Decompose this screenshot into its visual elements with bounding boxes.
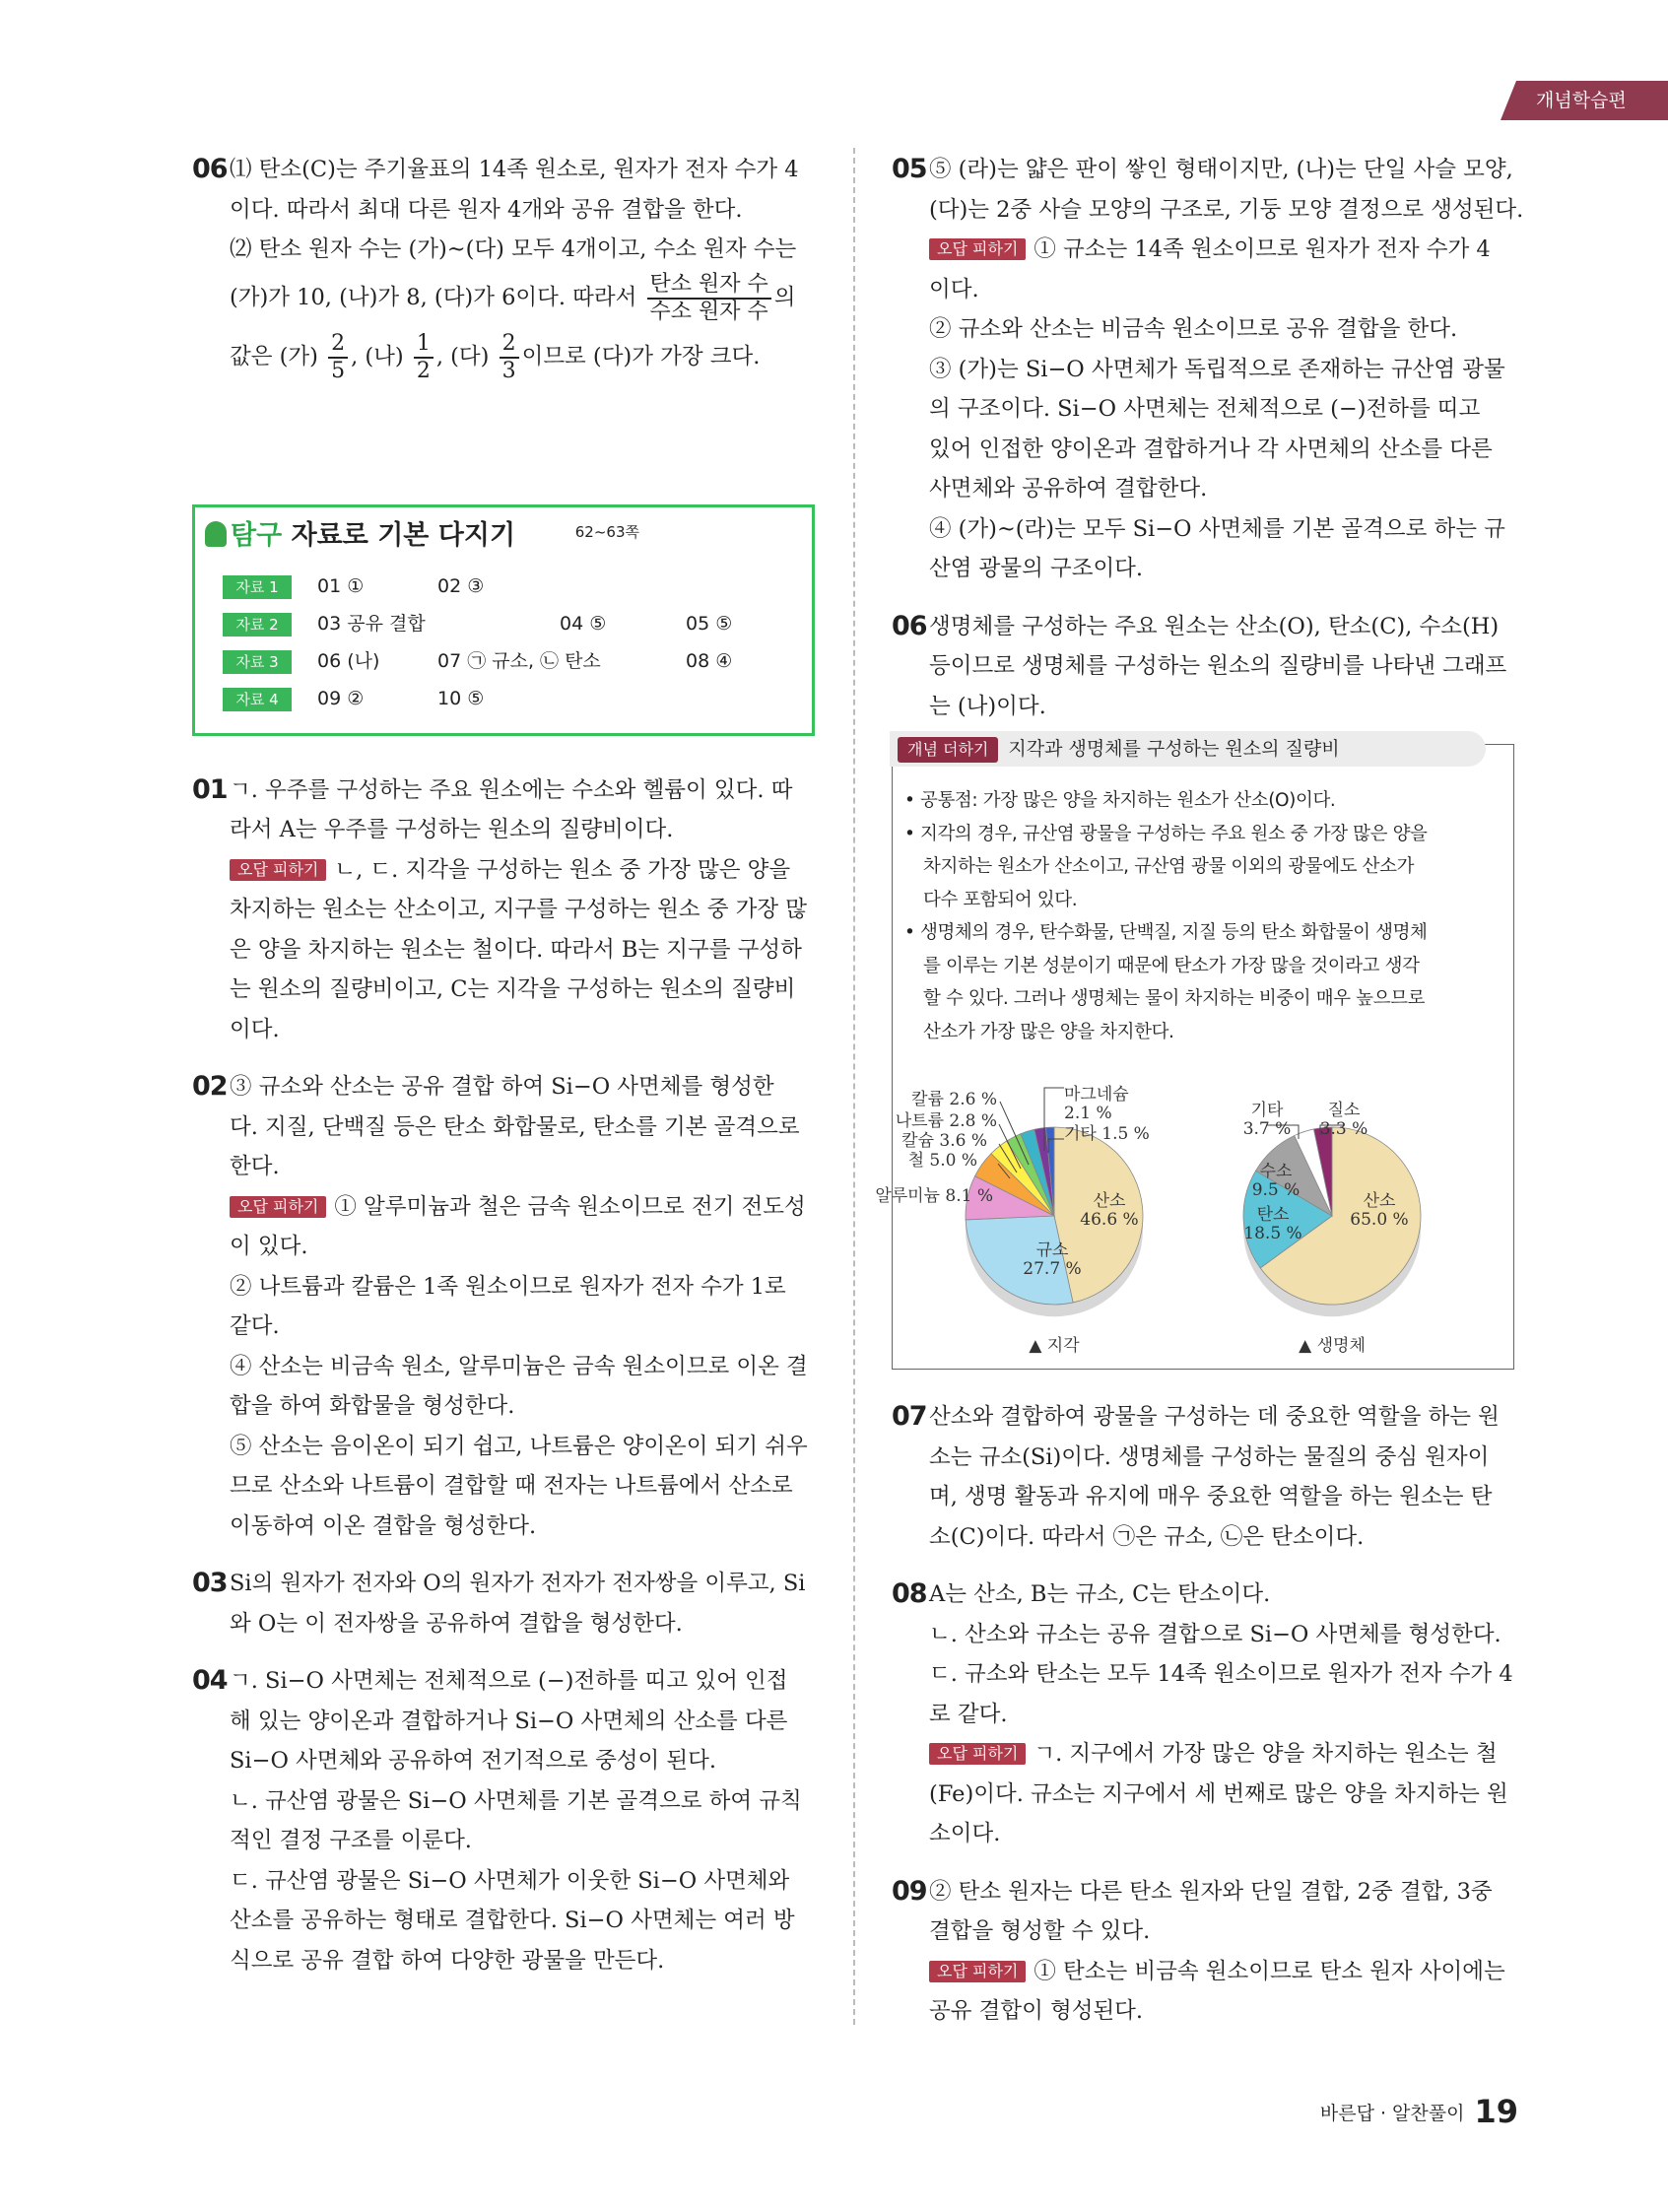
concept-plus-body (904, 784, 1500, 1048)
text-line: 사면체와 공유하여 결합한다. (929, 476, 1208, 502)
text-line: ⑤ 산소는 음이온이 되기 쉽고, 나트륨은 양이온이 되기 쉬우 (230, 1433, 808, 1459)
text-segment: 의 (773, 284, 796, 310)
text-line: 차지하는 원소는 산소이고, 지구를 구성하는 원소 중 가장 많 (230, 897, 808, 922)
text-line: 이다. (230, 1016, 280, 1042)
left-column (192, 150, 815, 1998)
text-line: ㄴ. 산소와 규소는 공유 결합으로 Si−O 사면체를 형성한다. (929, 1621, 1501, 1647)
slice-label: 질소 (1327, 1101, 1361, 1120)
answer-09 (892, 1872, 1514, 2032)
slice-label: 18.5 % (1243, 1224, 1302, 1243)
text-line: 와 O는 이 전자쌍을 공유하여 결합을 형성한다. (230, 1610, 683, 1637)
text-line: ㄷ. 규소와 탄소는 모두 14족 원소이므로 원자가 전자 수가 4 (929, 1661, 1513, 1687)
slice-label: 칼슘 3.6 % (901, 1131, 987, 1151)
text-segment: ① 규소는 14족 원소이므로 원자가 전자 수가 4 (1034, 236, 1491, 262)
slice-label: 46.6 % (1080, 1210, 1139, 1230)
explore-answer: 05 ⑤ (686, 612, 733, 635)
text-line (230, 270, 815, 325)
slice-label: 알루미늄 8.1 % (875, 1186, 993, 1206)
data-label: 자료 2 (223, 613, 292, 637)
fraction (500, 331, 519, 384)
text-line: 는 원소의 질량비이고, C는 지각을 구성하는 원소의 질량비 (230, 976, 796, 1002)
footer-text: 바른답 · 알찬풀이 (1319, 2103, 1465, 2124)
wrong-answer-tag: 오답 피하기 (929, 1961, 1026, 1982)
text-line: 소이다. (929, 1821, 1001, 1846)
text-line: ③ (가)는 Si−O 사면체가 독립적으로 존재하는 규산염 광물 (929, 356, 1505, 382)
text-segment: ① 탄소는 비금속 원소이므로 탄소 원자 사이에는 (1034, 1958, 1505, 1984)
answer-02 (192, 1067, 815, 1546)
question-number: 05 (892, 154, 927, 184)
explore-answer: 03 공유 결합 (317, 612, 426, 635)
text-line: ④ (가)~(라)는 모두 Si−O 사면체를 기본 골격으로 하는 규 (929, 515, 1505, 542)
text-line: ㄱ. 우주를 구성하는 주요 원소에는 수소와 헬륨이 있다. 따 (230, 776, 793, 803)
fraction (647, 272, 771, 325)
text-line (929, 1952, 1514, 1992)
question-number: 07 (892, 1401, 927, 1432)
text-line: ⑤ (라)는 얇은 판이 쌓인 형태이지만, (나)는 단일 사슬 모양, (929, 157, 1513, 182)
slice-label: 규소 (1035, 1240, 1069, 1260)
text-line: 있어 인접한 양이온과 결합하거나 각 사면체의 산소를 다른 (929, 436, 1493, 462)
question-number: 04 (192, 1665, 228, 1696)
text-line: 소(C)이다. 따라서 ㉠은 규소, ㉡은 탄소이다. (929, 1523, 1365, 1550)
bullet-line: 차지하는 원소가 산소이고, 규산염 광물 이외의 광물에도 산소가 (923, 856, 1415, 877)
text-line (929, 230, 1514, 270)
text-line (929, 1734, 1514, 1775)
text-segment: ㄱ. 지구에서 가장 많은 양을 차지하는 원소는 철 (1034, 1741, 1498, 1767)
text-line: ③ 규소와 산소는 공유 결합 하여 Si−O 사면체를 형성한 (230, 1074, 774, 1100)
explore-answer: 10 ⑤ (437, 687, 485, 709)
fraction-denominator: 2 (416, 358, 431, 383)
text-segment: 값은 (가) (230, 343, 326, 369)
answer-08 (892, 1575, 1514, 1854)
data-label: 자료 1 (223, 575, 292, 599)
text-line: 한다. (230, 1154, 280, 1179)
element-pie-charts (875, 1070, 1498, 1356)
text-line: 이다. 따라서 최대 다른 원자 4개와 공유 결합을 한다. (230, 196, 743, 223)
text-line: 결합을 형성할 수 있다. (929, 1918, 1151, 1944)
bullet-line: 다수 포함되어 있다. (923, 889, 1078, 910)
fraction-denominator: 5 (331, 358, 346, 383)
text-line: 이다. (929, 276, 979, 302)
text-line (230, 850, 815, 891)
explore-answer: 01 ① (317, 574, 365, 597)
slice-label: 탄소 (1256, 1205, 1290, 1225)
section-tab: 개념학습편 (1501, 81, 1668, 120)
text-line: 산염 광물의 구조이다. (929, 556, 1144, 581)
slice-label: 철 5.0 % (907, 1151, 977, 1171)
explore-answer: 09 ② (317, 687, 365, 709)
fraction-denominator: 수소 원자 수 (649, 299, 768, 324)
text-line: A는 산소, B는 규소, C는 탄소이다. (929, 1581, 1271, 1607)
answer-05 (892, 150, 1524, 589)
lightbulb-icon (205, 521, 227, 547)
concept-plus-box (875, 738, 1514, 1370)
text-line: 은 양을 차지하는 원소는 철이다. 따라서 B는 지구를 구성하 (230, 936, 802, 963)
text-line: Si의 원자가 전자와 O의 원자가 전자가 전자쌍을 이루고, Si (230, 1571, 806, 1596)
explore-answer-box (192, 504, 815, 736)
text-segment: (가)가 10, (나)가 8, (다)가 6이다. 따라서 (230, 284, 644, 310)
bullet-line: • 지각의 경우, 규산염 광물을 구성하는 주요 원소 중 가장 많은 양을 (904, 823, 1428, 844)
explore-page-range: 62~63쪽 (574, 522, 639, 541)
slice-label: 9.5 % (1251, 1180, 1301, 1200)
page-number: 19 (1474, 2093, 1518, 2130)
slice-label: 산소 (1093, 1191, 1126, 1211)
question-number: 09 (892, 1875, 927, 1907)
text-line: Si−O 사면체와 공유하여 전기적으로 중성이 된다. (230, 1748, 717, 1774)
answer-06-left (192, 150, 815, 388)
right-column (875, 150, 1524, 2049)
bullet-line: 산소가 가장 많은 양을 차지한다. (923, 1021, 1174, 1042)
text-line: ㄴ. 규산염 광물은 Si−O 사면체를 기본 골격으로 하여 규칙 (230, 1787, 802, 1814)
text-line (230, 325, 815, 388)
text-line: 라서 A는 우주를 구성하는 원소의 질량비이다. (230, 817, 674, 842)
text-line: 해 있는 양이온과 결합하거나 Si−O 사면체의 산소를 다른 (230, 1708, 788, 1734)
wrong-answer-tag: 오답 피하기 (230, 859, 326, 881)
text-line: 산소와 결합하여 광물을 구성하는 데 중요한 역할을 하는 원 (929, 1404, 1500, 1430)
text-line: 적인 결정 구조를 이룬다. (230, 1828, 472, 1853)
slice-label: 기타 1.5 % (1064, 1124, 1150, 1144)
question-number: 06 (192, 154, 228, 184)
bullet-line: • 공통점: 가장 많은 양을 차지하는 원소가 산소(O)이다. (904, 790, 1336, 811)
question-number: 03 (192, 1568, 228, 1598)
answer-01 (192, 771, 815, 1050)
explore-title-highlight: 탐구 (231, 519, 283, 551)
concept-plus-tag: 개념 더하기 (898, 737, 998, 763)
slice-label: 수소 (1259, 1162, 1293, 1181)
fraction-numerator: 탄소 원자 수 (647, 272, 771, 300)
question-number: 08 (892, 1578, 927, 1609)
question-number: 01 (192, 773, 228, 805)
explore-row (223, 612, 774, 636)
fraction-numerator: 2 (500, 331, 519, 359)
pie-title: ▲ 생명체 (1299, 1336, 1366, 1356)
answer-06-right (892, 607, 1514, 727)
slice-label: 칼륨 2.6 % (911, 1090, 997, 1109)
text-line: 생명체를 구성하는 주요 원소는 산소(O), 탄소(C), 수소(H) (929, 613, 1500, 639)
explore-row (223, 574, 774, 598)
fraction-denominator: 3 (501, 358, 516, 383)
slice-label: 마그네슘 (1064, 1085, 1129, 1105)
text-line: ⑵ 탄소 원자 수는 (가)~(다) 모두 4개이고, 수소 원자 수는 (230, 236, 797, 262)
text-line: 등이므로 생명체를 구성하는 원소의 질량비를 나타낸 그래프 (929, 653, 1507, 679)
text-line: (다)는 2중 사슬 모양의 구조로, 기둥 모양 결정으로 생성된다. (929, 196, 1524, 223)
text-line: 는 (나)이다. (929, 693, 1046, 719)
data-label: 자료 3 (223, 650, 292, 674)
text-line: 산소를 공유하는 형태로 결합한다. Si−O 사면체는 여러 방 (230, 1908, 795, 1933)
bullet-line: 할 수 있다. 그러나 생명체는 물이 차지하는 비중이 매우 높으므로 (923, 988, 1426, 1009)
text-segment: , (다) (435, 343, 497, 369)
explore-answer: 02 ③ (437, 574, 485, 597)
slice-label: 2.1 % (1064, 1104, 1112, 1123)
text-line: (Fe)이다. 규소는 지구에서 세 번째로 많은 양을 차지하는 원 (929, 1780, 1508, 1807)
text-line: 공유 결합이 형성된다. (929, 1998, 1144, 2024)
text-segment: ㄴ, ㄷ. 지각을 구성하는 원소 중 가장 많은 양을 (334, 856, 791, 883)
answer-03 (192, 1564, 815, 1643)
answer-04 (192, 1661, 815, 1980)
wrong-answer-tag: 오답 피하기 (230, 1196, 326, 1218)
slice-label: 산소 (1363, 1191, 1396, 1211)
explore-answer: 06 (나) (317, 649, 380, 672)
fraction-numerator: 1 (414, 331, 434, 359)
text-line: ⑴ 탄소(C)는 주기율표의 14족 원소로, 원자가 전자 수가 4 (230, 157, 799, 182)
concept-plus-header (890, 731, 1486, 767)
text-line: 며, 생명 활동과 유지에 매우 중요한 역할을 하는 원소는 탄 (929, 1484, 1493, 1509)
wrong-answer-tag: 오답 피하기 (929, 1743, 1026, 1765)
explore-answer: 07 ㉠ 규소, ㉡ 탄소 (437, 649, 601, 672)
text-line: ④ 산소는 비금속 원소, 알루미늄은 금속 원소이므로 이온 결 (230, 1353, 808, 1379)
text-line: 다. 지질, 단백질 등은 탄소 화합물로, 탄소를 기본 골격으로 (230, 1113, 800, 1140)
slice-label: 나트륨 2.8 % (895, 1111, 997, 1131)
concept-plus-title: 지각과 생명체를 구성하는 원소의 질량비 (1008, 738, 1340, 760)
text-line: 므로 산소와 나트륨이 결합할 때 전자는 나트륨에서 산소로 (230, 1473, 793, 1499)
bullet-line: 를 이루는 기본 성분이기 때문에 탄소가 가장 많을 것이라고 생각 (923, 955, 1420, 976)
wrong-answer-tag: 오답 피하기 (929, 238, 1026, 260)
slice-label: 65.0 % (1350, 1210, 1409, 1230)
fraction-numerator: 2 (328, 331, 348, 359)
text-line: ㄷ. 규산염 광물은 Si−O 사면체가 이웃한 Si−O 사면체와 (230, 1867, 790, 1894)
explore-row (223, 687, 774, 710)
bullet-line: • 생명체의 경우, 탄수화물, 단백질, 지질 등의 탄소 화합물이 생명체 (904, 922, 1428, 943)
explore-row (223, 649, 774, 673)
text-line: 같다. (230, 1313, 280, 1339)
text-line: 로 같다. (929, 1701, 1008, 1727)
fraction (328, 331, 348, 384)
text-line: 의 구조이다. Si−O 사면체는 전체적으로 (−)전하를 띠고 (929, 396, 1481, 422)
text-line: ② 탄소 원자는 다른 탄소 원자와 단일 결합, 2중 결합, 3중 (929, 1878, 1493, 1905)
question-number: 02 (192, 1071, 228, 1102)
text-line: 합을 하여 화합물을 형성한다. (230, 1393, 515, 1419)
text-segment: , (나) (351, 343, 411, 369)
column-divider (853, 148, 855, 2025)
text-line: 식으로 공유 결합 하여 다양한 광물을 만든다. (230, 1947, 665, 1974)
slice-label: 3.7 % (1242, 1119, 1292, 1139)
text-segment: ① 알루미늄과 철은 금속 원소이므로 전기 전도성 (334, 1193, 806, 1220)
pie-title: ▲ 지각 (1029, 1336, 1080, 1356)
page-footer (1320, 2093, 1518, 2130)
fraction (414, 331, 434, 384)
text-line (230, 1187, 815, 1228)
explore-title-rest: 자료로 기본 다지기 (282, 519, 516, 551)
slice-label: 기타 (1250, 1101, 1284, 1120)
text-line: ② 나트륨과 칼륨은 1족 원소이므로 원자가 전자 수가 1로 (230, 1273, 786, 1300)
explore-title (205, 513, 515, 552)
question-number: 06 (892, 610, 927, 641)
text-line: 이동하여 이온 결합을 형성한다. (230, 1512, 537, 1539)
answer-07 (892, 1397, 1514, 1557)
slice-label: 3.3 % (1319, 1119, 1368, 1139)
text-line: 소는 규소(Si)이다. 생명체를 구성하는 물질의 중심 원자이 (929, 1443, 1490, 1470)
data-label: 자료 4 (223, 688, 292, 711)
explore-answer: 04 ⑤ (560, 612, 607, 635)
explore-answer: 08 ④ (686, 649, 733, 672)
slice-label: 27.7 % (1023, 1259, 1082, 1279)
text-line: 이 있다. (230, 1234, 308, 1259)
text-segment: 이므로 (다)가 가장 크다. (521, 343, 761, 369)
text-line: ㄱ. Si−O 사면체는 전체적으로 (−)전하를 띠고 있어 인접 (230, 1668, 788, 1694)
text-line: ② 규소와 산소는 비금속 원소이므로 공유 결합을 한다. (929, 316, 1458, 342)
